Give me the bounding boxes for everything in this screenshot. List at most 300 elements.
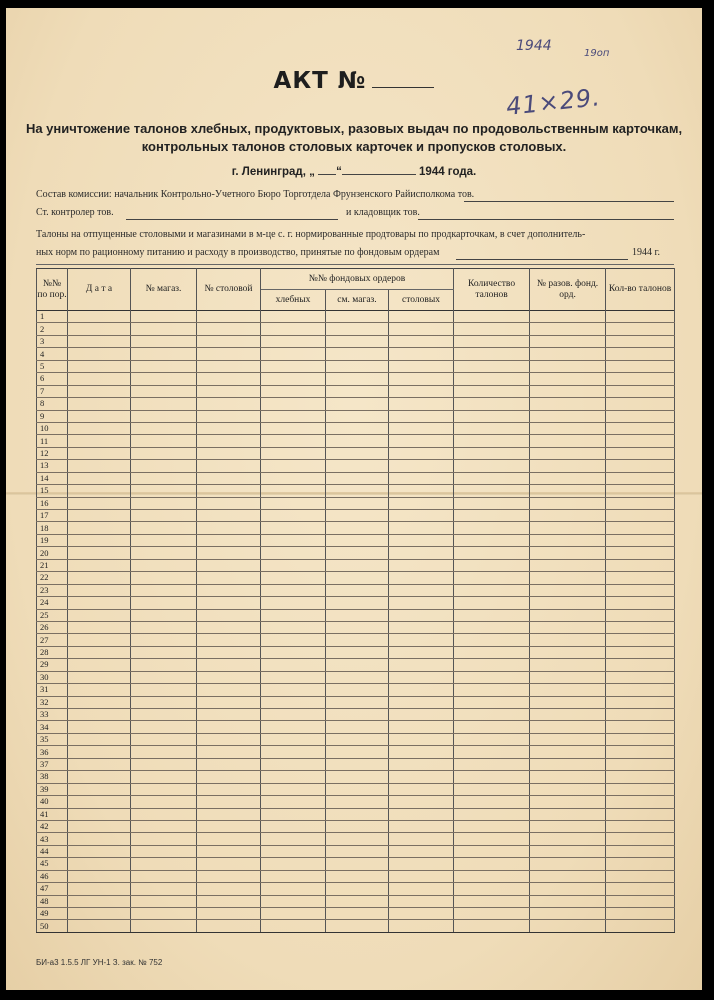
table-row (37, 447, 675, 459)
table-cell (261, 783, 326, 795)
row-number: 41 (37, 808, 68, 820)
row-number: 46 (37, 870, 68, 882)
table-cell (261, 472, 326, 484)
table-cell (454, 684, 530, 696)
table-cell (454, 733, 530, 745)
table-cell (389, 335, 454, 347)
table-cell (606, 373, 675, 385)
table-cell (131, 820, 197, 832)
table-cell (197, 572, 261, 584)
place-quote: “ (336, 166, 342, 178)
table-row (37, 796, 675, 808)
table-row (37, 385, 675, 397)
table-cell (454, 534, 530, 546)
table-row (37, 609, 675, 621)
row-number: 48 (37, 895, 68, 907)
table-cell (68, 808, 131, 820)
row-number: 33 (37, 709, 68, 721)
table-cell (606, 547, 675, 559)
table-cell (261, 572, 326, 584)
table-cell (454, 820, 530, 832)
table-cell (530, 348, 606, 360)
table-cell (389, 597, 454, 609)
row-number: 8 (37, 398, 68, 410)
table-cell (68, 497, 131, 509)
table-cell (454, 634, 530, 646)
table-cell (197, 373, 261, 385)
table-cell (197, 696, 261, 708)
table-cell (261, 833, 326, 845)
table-cell (326, 584, 389, 596)
table-cell (197, 534, 261, 546)
table-cell (131, 335, 197, 347)
row-number: 27 (37, 634, 68, 646)
table-cell (131, 771, 197, 783)
table-cell (326, 522, 389, 534)
table-cell (389, 920, 454, 932)
table-cell (326, 348, 389, 360)
table-row (37, 684, 675, 696)
table-cell (389, 497, 454, 509)
table-cell (131, 522, 197, 534)
table-cell (530, 373, 606, 385)
table-cell (454, 348, 530, 360)
table-cell (454, 709, 530, 721)
table-cell (530, 709, 606, 721)
table-row (37, 584, 675, 596)
table-cell (454, 908, 530, 920)
table-cell (326, 908, 389, 920)
table-cell (389, 796, 454, 808)
place-city: г. Ленинград, „ (231, 166, 315, 178)
table-cell (606, 820, 675, 832)
table-cell (261, 808, 326, 820)
table-cell (68, 621, 131, 633)
table-cell (606, 634, 675, 646)
row-number: 35 (37, 733, 68, 745)
table-cell (389, 435, 454, 447)
row-number: 45 (37, 858, 68, 870)
table-cell (68, 422, 131, 434)
table-row (37, 373, 675, 385)
table-cell (389, 709, 454, 721)
col-header-mixed-shop: см. магаз. (326, 290, 389, 311)
table-cell (261, 385, 326, 397)
table-row (37, 348, 675, 360)
table-cell (326, 373, 389, 385)
row-number: 30 (37, 671, 68, 683)
table-cell (131, 559, 197, 571)
table-cell (530, 621, 606, 633)
table-cell (454, 783, 530, 795)
table-cell (68, 870, 131, 882)
table-cell (68, 485, 131, 497)
table-row (37, 572, 675, 584)
table-cell (131, 870, 197, 882)
table-cell (261, 820, 326, 832)
table-cell (261, 534, 326, 546)
row-number: 39 (37, 783, 68, 795)
table-cell (68, 771, 131, 783)
table-cell (131, 895, 197, 907)
row-number: 31 (37, 684, 68, 696)
table-cell (261, 771, 326, 783)
table-cell (454, 845, 530, 857)
col-header-bread: хлебных (261, 290, 326, 311)
row-number: 32 (37, 696, 68, 708)
table-cell (389, 883, 454, 895)
table-cell (68, 584, 131, 596)
table-cell (197, 709, 261, 721)
table-cell (261, 696, 326, 708)
table-cell (326, 808, 389, 820)
table-cell (261, 646, 326, 658)
table-cell (68, 559, 131, 571)
table-cell (389, 833, 454, 845)
table-row (37, 398, 675, 410)
table-cell (261, 746, 326, 758)
table-cell (197, 422, 261, 434)
table-cell (389, 348, 454, 360)
table-row (37, 870, 675, 882)
table-cell (606, 323, 675, 335)
header-separator (36, 264, 674, 265)
table-cell (261, 870, 326, 882)
table-cell (530, 845, 606, 857)
table-row (37, 758, 675, 770)
table-cell (530, 447, 606, 459)
col-header-orders-group: №№ фондовых ордеров (261, 269, 454, 290)
table-cell (530, 746, 606, 758)
row-number: 24 (37, 597, 68, 609)
table-row (37, 360, 675, 372)
table-row (37, 510, 675, 522)
table-cell (68, 385, 131, 397)
row-number: 21 (37, 559, 68, 571)
table-cell (261, 398, 326, 410)
table-cell (261, 460, 326, 472)
table-cell (131, 497, 197, 509)
table-cell (606, 534, 675, 546)
table-cell (389, 771, 454, 783)
table-cell (454, 410, 530, 422)
table-cell (606, 908, 675, 920)
table-cell (326, 746, 389, 758)
table-cell (197, 833, 261, 845)
commission-line-2a: Ст. контролер тов. (36, 207, 114, 218)
table-cell (197, 646, 261, 658)
table-cell (197, 870, 261, 882)
table-cell (326, 534, 389, 546)
table-cell (606, 758, 675, 770)
table-cell (131, 534, 197, 546)
table-cell (326, 311, 389, 323)
table-cell (131, 746, 197, 758)
table-cell (454, 472, 530, 484)
table-cell (131, 572, 197, 584)
row-number: 34 (37, 721, 68, 733)
table-cell (131, 547, 197, 559)
table-cell (454, 696, 530, 708)
table-cell (131, 597, 197, 609)
table-cell (197, 597, 261, 609)
table-cell (261, 323, 326, 335)
table-cell (131, 646, 197, 658)
table-cell (389, 323, 454, 335)
table-cell (389, 559, 454, 571)
table-cell (606, 422, 675, 434)
row-number: 44 (37, 845, 68, 857)
commission-line-3: Талоны на отпущенные столовыми и магазинами в м-це с. г. нормированные продтовары по продкарточкам, в счет дополнитель- (36, 229, 586, 240)
table-cell (326, 547, 389, 559)
row-number: 10 (37, 422, 68, 434)
table-cell (389, 360, 454, 372)
col-header-canteen: № столовой (197, 269, 261, 311)
table-cell (68, 547, 131, 559)
table-cell (389, 621, 454, 633)
table-row (37, 858, 675, 870)
table-row (37, 485, 675, 497)
row-number: 13 (37, 460, 68, 472)
table-cell (606, 833, 675, 845)
table-cell (68, 820, 131, 832)
row-number: 26 (37, 621, 68, 633)
table-row (37, 908, 675, 920)
table-cell (197, 547, 261, 559)
table-cell (197, 634, 261, 646)
table-row (37, 659, 675, 671)
table-cell (326, 485, 389, 497)
table-cell (454, 559, 530, 571)
table-cell (606, 572, 675, 584)
table-cell (261, 858, 326, 870)
table-cell (454, 883, 530, 895)
table-cell (68, 746, 131, 758)
table-cell (606, 783, 675, 795)
col-header-qty-talons-2: Кол-во талонов (606, 269, 675, 311)
table-cell (197, 659, 261, 671)
table-cell (389, 398, 454, 410)
table-cell (530, 833, 606, 845)
table-cell (389, 522, 454, 534)
table-cell (261, 410, 326, 422)
table-cell (197, 820, 261, 832)
table-cell (606, 559, 675, 571)
table-row (37, 522, 675, 534)
table-cell (131, 385, 197, 397)
row-number: 19 (37, 534, 68, 546)
table-cell (131, 721, 197, 733)
table-cell (454, 422, 530, 434)
table-row (37, 435, 675, 447)
row-number: 28 (37, 646, 68, 658)
table-cell (68, 311, 131, 323)
table-cell (606, 360, 675, 372)
table-cell (389, 422, 454, 434)
table-cell (68, 833, 131, 845)
table-cell (530, 385, 606, 397)
table-cell (68, 696, 131, 708)
table-cell (68, 348, 131, 360)
row-number: 40 (37, 796, 68, 808)
table-cell (606, 609, 675, 621)
table-cell (389, 820, 454, 832)
table-cell (197, 845, 261, 857)
table-cell (326, 709, 389, 721)
table-cell (454, 485, 530, 497)
table-cell (261, 510, 326, 522)
table-cell (131, 833, 197, 845)
row-number: 42 (37, 820, 68, 832)
table-cell (454, 858, 530, 870)
table-cell (197, 335, 261, 347)
table-cell (606, 335, 675, 347)
table-cell (530, 920, 606, 932)
table-cell (326, 684, 389, 696)
table-cell (197, 460, 261, 472)
table-cell (131, 634, 197, 646)
row-number: 12 (37, 447, 68, 459)
table-cell (261, 597, 326, 609)
table-cell (261, 485, 326, 497)
handwritten-code: 41×29. (504, 83, 603, 121)
table-cell (530, 547, 606, 559)
table-cell (131, 373, 197, 385)
table-cell (68, 733, 131, 745)
table-cell (197, 323, 261, 335)
table-cell (530, 758, 606, 770)
print-footer: БИ-а3 1.5.5 ЛГ УН-1 З. зак. № 752 (36, 958, 163, 967)
row-number: 15 (37, 485, 68, 497)
table-cell (261, 758, 326, 770)
table-cell (261, 609, 326, 621)
commission-line-1: Состав комиссии: начальник Контрольно-Учетного Бюро Торготдела Фрунзенского Райисполкома тов. (36, 189, 475, 200)
table-cell (389, 671, 454, 683)
table-cell (131, 510, 197, 522)
table-cell (606, 497, 675, 509)
table-cell (606, 870, 675, 882)
table-cell (131, 410, 197, 422)
table-cell (131, 422, 197, 434)
table-cell (530, 485, 606, 497)
table-cell (606, 721, 675, 733)
table-cell (131, 398, 197, 410)
table-cell (389, 733, 454, 745)
table-row (37, 771, 675, 783)
table-cell (389, 547, 454, 559)
table-cell (261, 671, 326, 683)
table-cell (131, 323, 197, 335)
table-cell (326, 597, 389, 609)
table-cell (326, 833, 389, 845)
commission-line-2a-blank (126, 219, 338, 220)
table-cell (197, 883, 261, 895)
table-cell (326, 845, 389, 857)
table-cell (131, 659, 197, 671)
table-row (37, 634, 675, 646)
table-cell (389, 659, 454, 671)
table-cell (606, 435, 675, 447)
table-cell (68, 597, 131, 609)
table-cell (326, 435, 389, 447)
table-cell (261, 659, 326, 671)
row-number: 36 (37, 746, 68, 758)
table-cell (68, 895, 131, 907)
table-cell (131, 435, 197, 447)
row-number: 2 (37, 323, 68, 335)
table-cell (389, 510, 454, 522)
table-cell (261, 621, 326, 633)
table-cell (454, 497, 530, 509)
table-cell (68, 858, 131, 870)
table-cell (606, 485, 675, 497)
table-cell (389, 845, 454, 857)
table-cell (326, 858, 389, 870)
table-cell (261, 709, 326, 721)
table-cell (131, 671, 197, 683)
document-title (6, 68, 702, 94)
table-cell (606, 311, 675, 323)
table-cell (68, 510, 131, 522)
table-cell (530, 323, 606, 335)
table-cell (131, 584, 197, 596)
table-cell (197, 733, 261, 745)
table-cell (131, 783, 197, 795)
table-cell (261, 497, 326, 509)
table-cell (68, 845, 131, 857)
table-cell (197, 311, 261, 323)
table-cell (197, 671, 261, 683)
table-cell (530, 522, 606, 534)
table-cell (454, 721, 530, 733)
table-cell (530, 858, 606, 870)
table-cell (68, 634, 131, 646)
table-cell (326, 758, 389, 770)
place-date-line (6, 166, 702, 178)
table-cell (606, 845, 675, 857)
table-cell (326, 422, 389, 434)
table-cell (454, 659, 530, 671)
table-cell (530, 472, 606, 484)
table-cell (389, 385, 454, 397)
table-row (37, 323, 675, 335)
table-cell (606, 385, 675, 397)
table-cell (261, 311, 326, 323)
table-cell (197, 348, 261, 360)
table-cell (68, 410, 131, 422)
table-cell (68, 572, 131, 584)
table-cell (131, 472, 197, 484)
table-cell (530, 659, 606, 671)
table-cell (326, 621, 389, 633)
table-cell (454, 547, 530, 559)
table-cell (530, 820, 606, 832)
table-cell (197, 584, 261, 596)
row-number: 22 (37, 572, 68, 584)
table-cell (606, 883, 675, 895)
table-cell (389, 447, 454, 459)
table-cell (454, 895, 530, 907)
table-cell (454, 360, 530, 372)
table-cell (68, 435, 131, 447)
table-cell (389, 634, 454, 646)
row-number: 16 (37, 497, 68, 509)
table-cell (326, 323, 389, 335)
table-cell (197, 920, 261, 932)
row-number: 43 (37, 833, 68, 845)
table-cell (197, 510, 261, 522)
handwritten-year: 1944 (516, 38, 552, 54)
